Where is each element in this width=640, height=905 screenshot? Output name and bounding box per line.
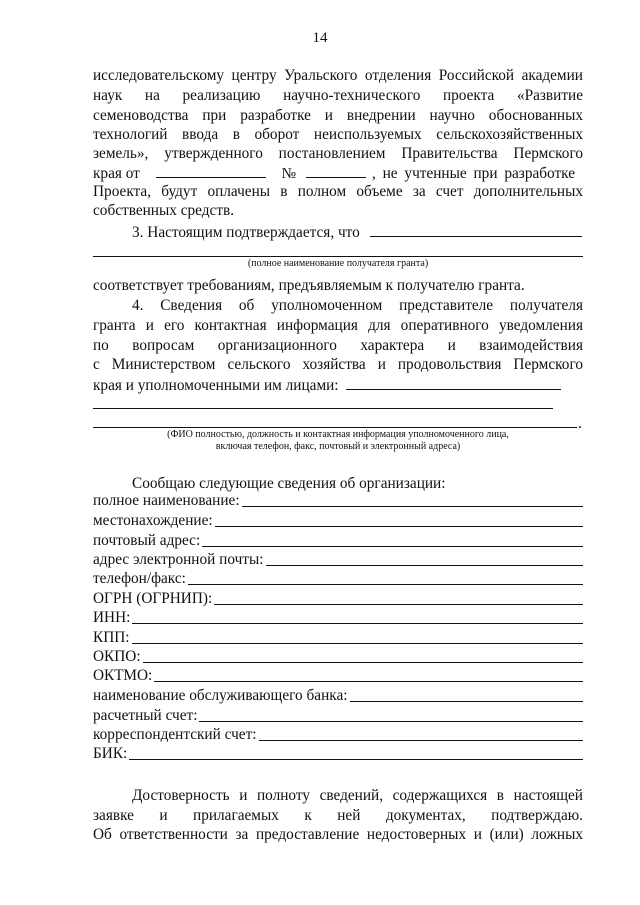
field-blank[interactable] — [199, 707, 583, 722]
period: . — [578, 415, 582, 432]
field-oktmo[interactable] — [93, 666, 583, 685]
text-fragment: края и уполномоченными им лицами: — [93, 377, 339, 394]
field-label: БИК: — [93, 745, 128, 762]
org-intro: Сообщаю следующие сведения об организации: — [132, 475, 446, 492]
field-label: ИНН: — [93, 609, 131, 626]
page-number: 14 — [312, 30, 328, 46]
field-blank[interactable] — [242, 492, 583, 507]
field-full-name[interactable] — [93, 491, 583, 510]
representative-blank-line[interactable] — [93, 408, 553, 409]
field-blank[interactable] — [132, 629, 583, 644]
representative-caption: включая телефон, факс, почтовый и электронный адреса) — [215, 441, 461, 452]
text-fragment: № — [281, 165, 297, 182]
field-label: наименование обслуживающего банка: — [93, 687, 348, 704]
recipient-blank-line[interactable] — [93, 256, 583, 257]
field-ogrn[interactable] — [93, 589, 583, 608]
field-label: полное наименование: — [93, 492, 240, 509]
text-line: гранта и его контактная информация для оперативного уведомления — [93, 317, 583, 334]
field-blank[interactable] — [266, 551, 584, 566]
text-line: собственных средств. — [93, 202, 235, 219]
representative-blank-line[interactable] — [93, 427, 577, 428]
text-fragment: края от — [93, 165, 140, 182]
field-label: КПП: — [93, 629, 130, 646]
number-blank[interactable] — [306, 163, 366, 178]
field-postal-address[interactable] — [93, 531, 583, 550]
field-okpo[interactable] — [93, 647, 583, 666]
field-location[interactable] — [93, 511, 583, 530]
field-phone-fax[interactable] — [93, 569, 583, 588]
field-blank[interactable] — [132, 609, 583, 624]
p4-line — [93, 375, 583, 395]
field-email[interactable] — [93, 550, 583, 569]
text-line: соответствует требованиям, предъявляемым к получателю гранта. — [93, 277, 525, 294]
field-blank[interactable] — [214, 590, 583, 605]
text-line: технологий ввода в оборот неиспользуемых сельскохозяйственных — [93, 126, 583, 143]
text-line: Проекта, будут оплачены в полном объеме за счет дополнительных — [93, 183, 583, 200]
representative-blank[interactable] — [346, 375, 561, 390]
text-line: Об ответственности за предоставление недостоверных и (или) ложных — [93, 826, 583, 843]
field-label: ОГРН (ОГРНИП): — [93, 590, 213, 607]
field-blank[interactable] — [188, 570, 583, 585]
field-label: ОКПО: — [93, 648, 141, 665]
field-kpp[interactable] — [93, 628, 583, 647]
field-blank[interactable] — [350, 687, 584, 702]
date-blank[interactable] — [156, 163, 266, 178]
field-blank[interactable] — [259, 726, 583, 741]
recipient-caption: (полное наименование получателя гранта) — [247, 258, 429, 269]
text-line: наук на реализацию научно-технического проекта «Развитие — [93, 87, 583, 104]
field-blank[interactable] — [143, 648, 583, 663]
field-label: ОКТМО: — [93, 667, 153, 684]
field-blank[interactable] — [215, 512, 583, 527]
text-line: Достоверность и полноту сведений, содержащихся в настоящей — [132, 787, 583, 804]
field-inn[interactable] — [93, 608, 583, 627]
text-line: с Министерством сельского хозяйства и продовольствия Пермского — [93, 356, 583, 373]
field-label: адрес электронной почты: — [93, 551, 264, 568]
recipient-blank[interactable] — [370, 222, 582, 237]
text-line: исследовательскому центру Уральского отделения Российской академии — [93, 67, 583, 84]
field-blank[interactable] — [202, 532, 583, 547]
text-fragment: 3. Настоящим подтверждается, что — [132, 224, 360, 241]
field-settlement-account[interactable] — [93, 706, 583, 725]
field-label: расчетный счет: — [93, 707, 198, 724]
field-label: телефон/факс: — [93, 570, 186, 587]
field-blank[interactable] — [154, 667, 583, 682]
decree-line — [93, 163, 583, 183]
field-label: корреспондентский счет: — [93, 726, 257, 743]
field-bank-name[interactable] — [93, 686, 583, 705]
text-line: заявке и прилагаемых к ней документах, подтверждаю. — [93, 807, 583, 824]
text-line: семеноводства при разработке и внедрении научно обоснованных — [93, 107, 583, 124]
text-line: 4. Сведения об уполномоченном представителе получателя — [132, 297, 583, 314]
field-blank[interactable] — [129, 745, 583, 760]
text-line: по вопросам организационного характера и взаимодействия — [93, 337, 583, 354]
text-fragment: , не учтенные при разработке — [371, 165, 576, 182]
field-bik[interactable] — [93, 744, 583, 763]
p3-line — [132, 222, 583, 242]
field-label: местонахождение: — [93, 512, 213, 529]
field-label: почтовый адрес: — [93, 532, 201, 549]
field-correspondent-account[interactable] — [93, 725, 583, 744]
representative-caption: (ФИО полностью, должность и контактная информация уполномоченного лица, — [167, 429, 509, 440]
text-line: земель», утвержденного постановлением Правительства Пермского — [93, 145, 583, 162]
